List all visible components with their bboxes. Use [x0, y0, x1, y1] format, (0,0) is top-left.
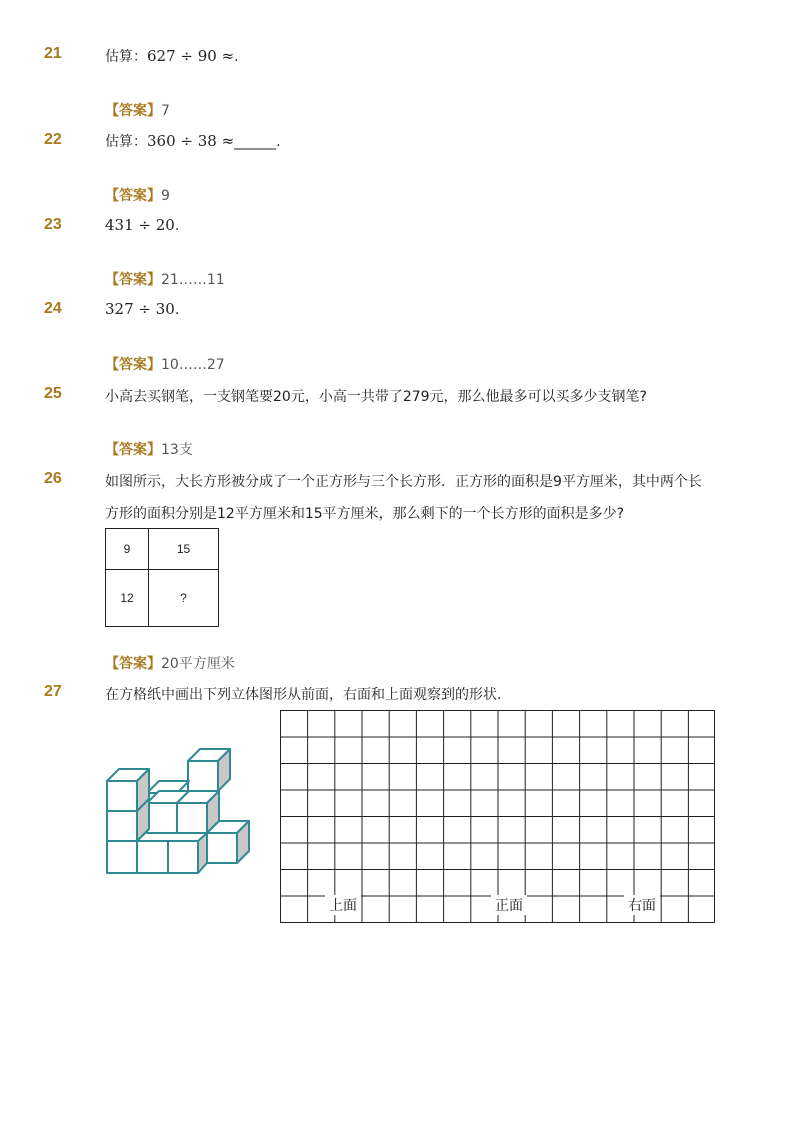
answer-value: 21……11	[161, 272, 225, 288]
question-number: 26	[44, 470, 62, 487]
answer-tag: 【答案】	[105, 656, 161, 672]
answer	[105, 439, 193, 459]
answer	[105, 100, 170, 120]
answer-value: 10……27	[161, 357, 225, 373]
question-suffix: .	[174, 218, 180, 234]
math-expression: 360 ÷ 38 ≈	[147, 132, 235, 150]
area-table	[105, 528, 219, 627]
answer-tag: 【答案】	[105, 272, 161, 288]
question-prefix: 估算：	[105, 134, 147, 150]
table-cell: ?	[149, 570, 219, 627]
grid-lines	[280, 710, 716, 924]
cube-stack-figure	[100, 745, 260, 880]
answer-value: 9	[161, 188, 170, 204]
answer	[105, 269, 225, 289]
answer-tag: 【答案】	[105, 103, 161, 119]
question-number: 27	[44, 683, 62, 700]
question-text: 在方格纸中画出下列立体图形从前面，右面和上面观察到的形状．	[105, 687, 511, 703]
answer	[105, 653, 235, 673]
answer	[105, 185, 170, 205]
grid-paper	[280, 710, 716, 928]
question-prefix: 估算：	[105, 49, 147, 65]
question-suffix: .	[174, 302, 180, 318]
answer-value: 13支	[161, 442, 193, 458]
question-suffix: .	[234, 49, 239, 65]
question-number: 21	[44, 45, 62, 62]
question-text-line2: 方形的面积分别是12平方厘米和15平方厘米，那么剩下的一个长方形的面积是多少?	[105, 506, 625, 522]
question-number: 22	[44, 131, 62, 148]
table-cell: 9	[106, 529, 149, 570]
table-cell: 12	[106, 570, 149, 627]
answer-tag: 【答案】	[105, 188, 161, 204]
question-text	[105, 216, 179, 234]
question-text	[105, 46, 239, 66]
table-cell: 15	[149, 529, 219, 570]
question-number: 24	[44, 300, 62, 317]
question-text	[105, 300, 179, 318]
question-number: 23	[44, 216, 62, 233]
grid-label-front: 正面	[491, 895, 527, 915]
math-expression: 327 ÷ 30	[105, 300, 175, 318]
answer-value: 20平方厘米	[161, 656, 235, 672]
answer	[105, 354, 225, 374]
answer-tag: 【答案】	[105, 357, 161, 373]
answer-value: 7	[161, 103, 170, 119]
question-number: 25	[44, 385, 62, 402]
question-text	[105, 131, 281, 151]
question-text: 小高去买钢笔，一支钢笔要20元，小高一共带了279元，那么他最多可以买多少支钢笔?	[105, 389, 647, 405]
grid-label-right: 右面	[624, 895, 660, 915]
grid-label-top: 上面	[325, 895, 361, 915]
answer-tag: 【答案】	[105, 442, 161, 458]
question-text-line1: 如图所示，大长方形被分成了一个正方形与三个长方形．正方形的面积是9平方厘米，其中两个长	[105, 474, 702, 490]
question-suffix: ______.	[234, 134, 281, 150]
math-expression: 431 ÷ 20	[105, 216, 175, 234]
math-expression: 627 ÷ 90 ≈	[147, 47, 235, 65]
